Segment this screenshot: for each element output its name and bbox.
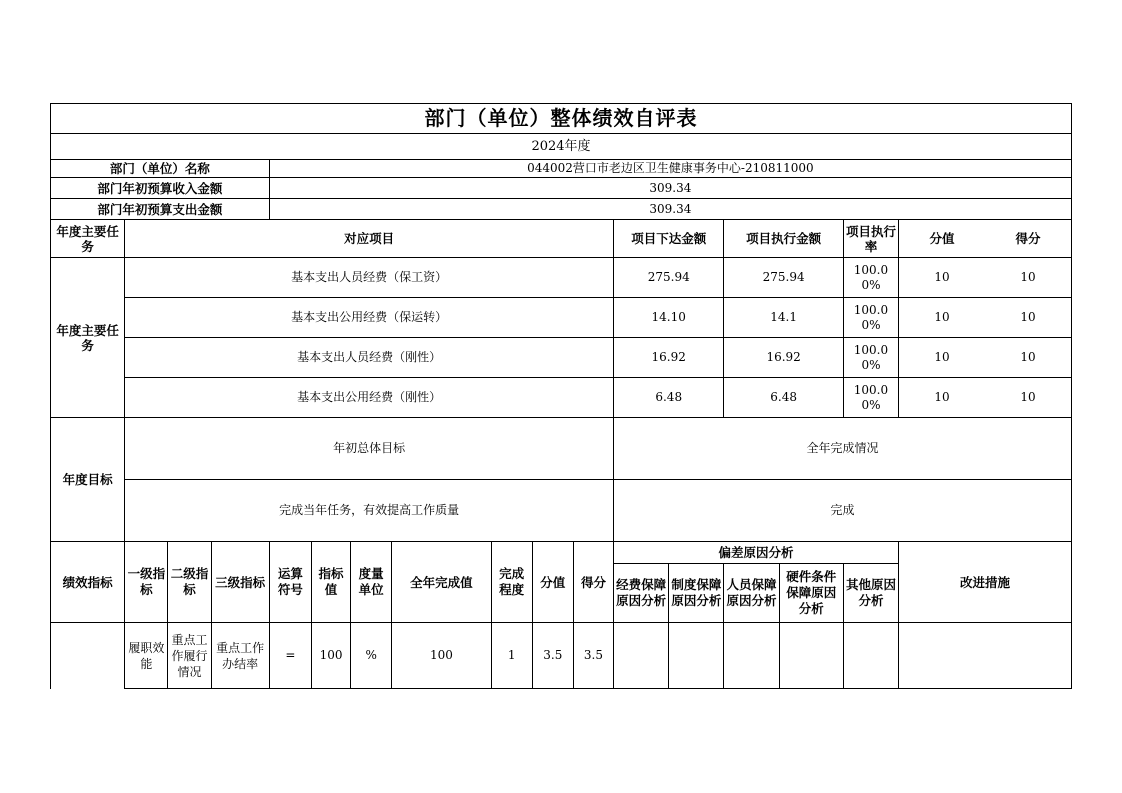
page-title: 部门（单位）整体绩效自评表 bbox=[51, 104, 1072, 134]
dept-name-value: 044002营口市老边区卫生健康事务中心-210811000 bbox=[269, 160, 1071, 178]
task-scores bbox=[899, 378, 1072, 418]
ind-dev-staff bbox=[724, 623, 779, 689]
task-score-value: 10 bbox=[934, 310, 950, 324]
ind-unit: % bbox=[351, 623, 392, 689]
ind-header-level3: 三级指标 bbox=[211, 542, 269, 623]
goals-initial-header: 年初总体目标 bbox=[125, 418, 614, 480]
tasks-header-issued: 项目下达金额 bbox=[614, 220, 724, 258]
ind-header-target: 指标值 bbox=[311, 542, 350, 623]
goals-side-label: 年度目标 bbox=[51, 418, 125, 542]
tasks-header-score-value: 分值 bbox=[929, 231, 955, 246]
ind-level3: 重点工作办结率 bbox=[211, 623, 269, 689]
ind-header-dev-other: 其他原因分析 bbox=[843, 564, 898, 623]
task-row bbox=[51, 298, 1072, 338]
task-executed: 275.94 bbox=[724, 258, 843, 298]
indicator-side-cell bbox=[51, 623, 125, 689]
goals-completion-value: 完成 bbox=[614, 480, 1072, 542]
ind-dev-funding bbox=[614, 623, 669, 689]
task-issued: 6.48 bbox=[614, 378, 724, 418]
task-executed: 16.92 bbox=[724, 338, 843, 378]
task-scores bbox=[899, 298, 1072, 338]
task-project: 基本支出人员经费（刚性） bbox=[125, 338, 614, 378]
task-row bbox=[51, 338, 1072, 378]
ind-header-level1: 一级指标 bbox=[125, 542, 168, 623]
task-issued: 16.92 bbox=[614, 338, 724, 378]
ind-header-actual: 全年完成值 bbox=[392, 542, 491, 623]
ind-header-score: 得分 bbox=[573, 542, 613, 623]
ind-dev-hardware bbox=[779, 623, 843, 689]
task-score-value: 10 bbox=[934, 390, 950, 404]
tasks-header-score-score bbox=[899, 220, 1072, 258]
task-project: 基本支出公用经费（保运转） bbox=[125, 298, 614, 338]
ind-header-level2: 二级指标 bbox=[168, 542, 211, 623]
task-row bbox=[51, 378, 1072, 418]
tasks-header-task: 年度主要任务 bbox=[51, 220, 125, 258]
ind-dev-other bbox=[843, 623, 898, 689]
performance-sheet bbox=[50, 103, 1072, 689]
ind-level1: 履职效能 bbox=[125, 623, 168, 689]
income-label: 部门年初预算收入金额 bbox=[51, 178, 270, 199]
task-project: 基本支出人员经费（保工资） bbox=[125, 258, 614, 298]
ind-header-unit: 度量单位 bbox=[351, 542, 392, 623]
task-score: 10 bbox=[1020, 270, 1036, 284]
tasks-header-rate: 项目执行率 bbox=[843, 220, 898, 258]
ind-score: 3.5 bbox=[573, 623, 613, 689]
year-label: 2024年度 bbox=[51, 134, 1072, 160]
tasks-header-executed: 项目执行金额 bbox=[724, 220, 843, 258]
ind-header-degree: 完成程度 bbox=[491, 542, 532, 623]
task-score-value: 10 bbox=[934, 350, 950, 364]
ind-dev-system bbox=[669, 623, 724, 689]
expense-label: 部门年初预算支出金额 bbox=[51, 199, 270, 220]
ind-header-dev-staff: 人员保障原因分析 bbox=[724, 564, 779, 623]
ind-degree: 1 bbox=[491, 623, 532, 689]
ind-header-score-value: 分值 bbox=[532, 542, 573, 623]
tasks-header-project: 对应项目 bbox=[125, 220, 614, 258]
income-value: 309.34 bbox=[269, 178, 1071, 199]
ind-level2: 重点工作履行情况 bbox=[168, 623, 211, 689]
tasks-header-score: 得分 bbox=[1015, 231, 1041, 246]
ind-improve bbox=[899, 623, 1072, 689]
task-score: 10 bbox=[1020, 310, 1036, 324]
task-score: 10 bbox=[1020, 350, 1036, 364]
task-rate: 100.00% bbox=[843, 338, 898, 378]
goals-completion-header: 全年完成情况 bbox=[614, 418, 1072, 480]
ind-score-value: 3.5 bbox=[532, 623, 573, 689]
task-rate: 100.00% bbox=[843, 378, 898, 418]
task-scores bbox=[899, 338, 1072, 378]
ind-target: 100 bbox=[311, 623, 350, 689]
ind-operator: = bbox=[269, 623, 311, 689]
tasks-side-label: 年度主要任务 bbox=[51, 258, 125, 418]
ind-header-dev-funding: 经费保障原因分析 bbox=[614, 564, 669, 623]
goals-initial-value: 完成当年任务，有效提高工作质量 bbox=[125, 480, 614, 542]
ind-header-dev-system: 制度保障原因分析 bbox=[669, 564, 724, 623]
ind-header-dev-hardware: 硬件条件保障原因分析 bbox=[779, 564, 843, 623]
ind-header-operator: 运算符号 bbox=[269, 542, 311, 623]
task-executed: 14.1 bbox=[724, 298, 843, 338]
task-score: 10 bbox=[1020, 390, 1036, 404]
task-executed: 6.48 bbox=[724, 378, 843, 418]
task-score-value: 10 bbox=[934, 270, 950, 284]
indicators-side-label: 绩效指标 bbox=[51, 542, 125, 623]
ind-actual: 100 bbox=[392, 623, 491, 689]
task-rate: 100.00% bbox=[843, 298, 898, 338]
task-rate: 100.00% bbox=[843, 258, 898, 298]
task-issued: 275.94 bbox=[614, 258, 724, 298]
task-project: 基本支出公用经费（刚性） bbox=[125, 378, 614, 418]
task-scores bbox=[899, 258, 1072, 298]
expense-value: 309.34 bbox=[269, 199, 1071, 220]
indicator-row bbox=[51, 623, 1072, 689]
evaluation-table bbox=[50, 103, 1072, 689]
ind-header-improve: 改进措施 bbox=[899, 542, 1072, 623]
task-row bbox=[51, 258, 1072, 298]
dept-name-label: 部门（单位）名称 bbox=[51, 160, 270, 178]
ind-header-deviation: 偏差原因分析 bbox=[614, 542, 899, 564]
task-issued: 14.10 bbox=[614, 298, 724, 338]
